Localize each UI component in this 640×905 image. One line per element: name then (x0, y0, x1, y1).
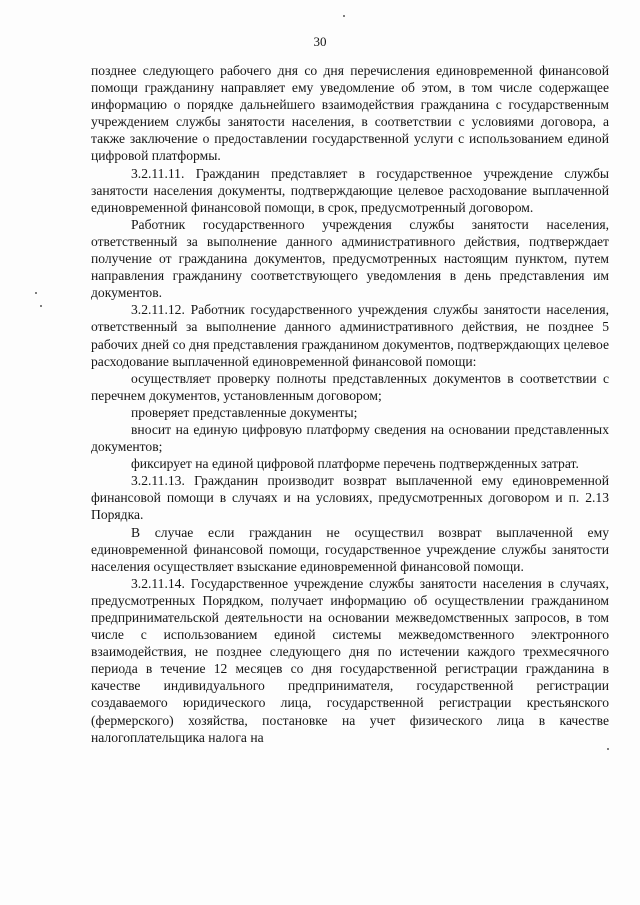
list-item-expenses-fixation: фиксирует на единой цифровой платформе перечень подтвержденных затрат. (131, 456, 579, 472)
scan-speck (35, 292, 37, 294)
paragraph-3-2-11-12: 3.2.11.12. Работник государственного учреждения службы занятости населения, ответственный за выполнение данного административного действия, не позднее 5 рабочих дней со дня представления гражданином документов, подтверждающих целевое расходование выплаченной единовременной финансовой помощи: (91, 302, 609, 369)
paragraph-3-2-11-14: 3.2.11.14. Государственное учреждение службы занятости населения в случаях, предусмотренных Порядком, получает информацию об осуществлении гражданином предпринимательской деятельности на основании межведомственных запросов, в том числе с использованием единой системы межведомственного электронного взаимодействия, не позднее следующего дня по истечении каждого трехмесячного периода в течение 12 месяцев со дня государственной регистрации гражданина в качестве индивидуального предпринимателя, государственной регистрации создаваемого юридического лица, государственной регистрации крестьянского (фермерского) хозяйства, постановке на учет физического лица в качестве налогоплательщика налога на (91, 575, 609, 745)
page-number: 30 (313, 34, 327, 49)
paragraph-3-2-11-11: 3.2.11.11. Гражданин представляет в государственное учреждение службы занятости населения документы, подтверждающие целевое расходование выплаченной единовременной финансовой помощи, в срок, предусмотренный договором. (91, 165, 609, 215)
list-item-completeness-check: осуществляет проверку полноты представленных документов в соответствии с перечнем документов, установленным договором; (91, 370, 609, 403)
paragraph-3-2-11-13: 3.2.11.13. Гражданин производит возврат выплаченной ему единовременной финансовой помощи в случаях и на условиях, предусмотренных договором и п. 2.13 Порядка. (91, 473, 609, 523)
paragraph-employee-confirmation: Работник государственного учреждения службы занятости населения, ответственный за выполнение данного административного действия, подтверждает получение от гражданина документов, предусмотренных настоящим пунктом, путем направления гражданину соответствующего уведомления в день представления им документов. (91, 216, 609, 301)
paragraph-recovery: В случае если гражданин не осуществил возврат выплаченной ему единовременной финансовой помощи, государственное учреждение службы занятости населения осуществляет взыскание единовременной финансовой помощи. (91, 524, 609, 574)
list-item-platform-entry: вносит на единую цифровую платформу сведения на основании представленных документов; (91, 421, 609, 455)
paragraph-continuation: позднее следующего рабочего дня со дня перечисления единовременной финансовой помощи гражданину направляет ему уведомление об этом, в том числе содержащее информацию о порядке дальнейшего взаимодействия гражданина с государственным учреждением службы занятости населения, в соответствии с условиями договора, а также заключение о предоставлении государственной услуги с использованием единой цифровой платформы. (91, 63, 609, 164)
scan-speck (607, 748, 609, 750)
document-body (91, 62, 609, 746)
scan-speck (40, 305, 42, 307)
list-item-document-check: проверяет представленные документы; (131, 404, 358, 420)
scan-speck (343, 15, 345, 17)
